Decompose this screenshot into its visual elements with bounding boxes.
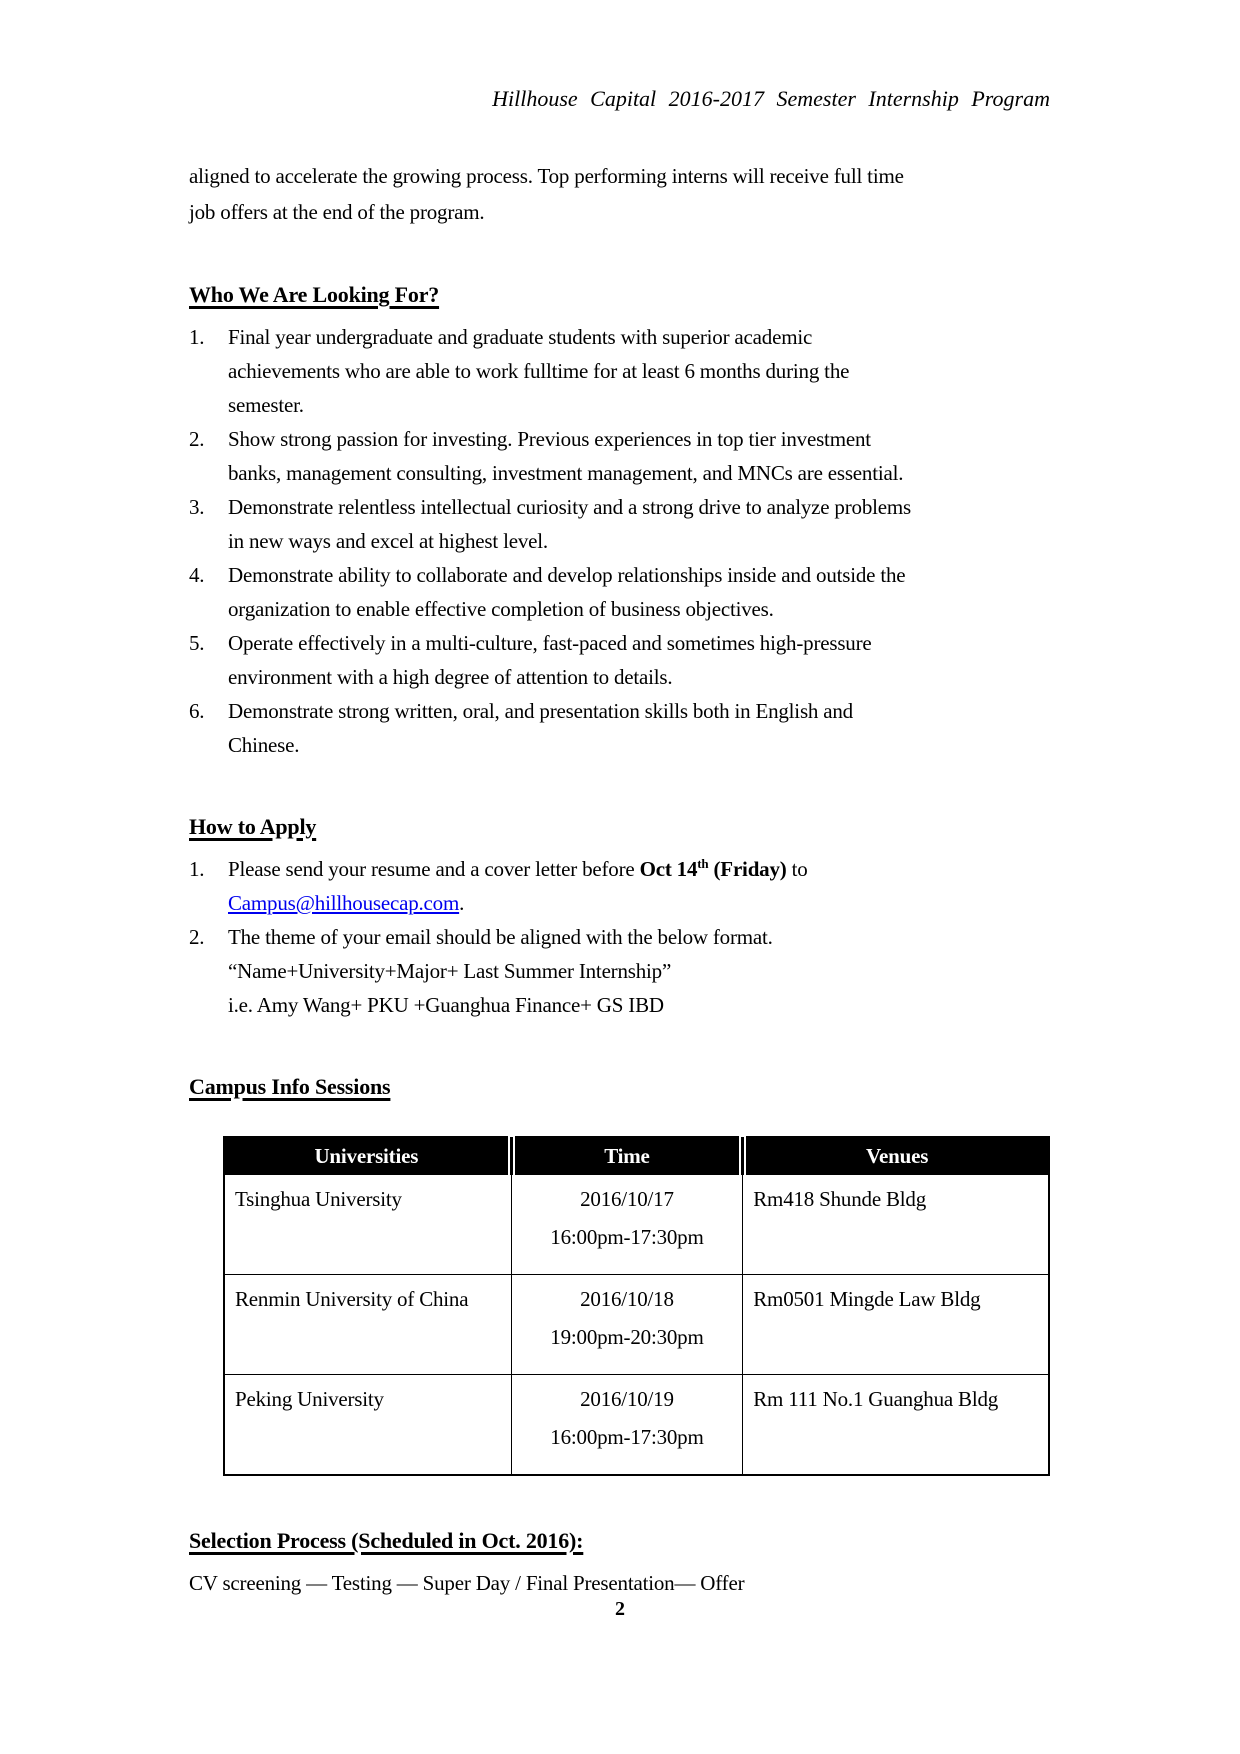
email-link[interactable]: Campus@hillhousecap.com <box>228 891 460 915</box>
list-item-line: “Name+University+Major+ Last Summer Internship” <box>228 959 672 983</box>
cell-time <box>511 1375 743 1476</box>
cell-time-range: 16:00pm-17:30pm <box>550 1225 704 1249</box>
apply-item-2 <box>189 920 1050 1022</box>
cell-time-range: 19:00pm-20:30pm <box>550 1325 704 1349</box>
cell-venue: Rm 111 No.1 Guanghua Bldg <box>743 1375 1049 1476</box>
list-item-line: Demonstrate relentless intellectual curiosity and a strong drive to analyze problems <box>228 495 911 519</box>
list-item-line: Final year undergraduate and graduate students with superior academic <box>228 325 813 349</box>
list-item-line: environment with a high degree of attention to details. <box>228 665 673 689</box>
page-content <box>189 84 1050 1600</box>
list-item-line: Demonstrate ability to collaborate and develop relationships inside and outside the <box>228 563 906 587</box>
list-item-line: achievements who are able to work fulltime for at least 6 months during the <box>228 359 850 383</box>
intro-line: job offers at the end of the program. <box>189 200 485 224</box>
cell-date: 2016/10/17 <box>580 1187 674 1211</box>
list-item-number: 3. <box>189 495 205 519</box>
list-item <box>189 694 1050 762</box>
list-item-number: 1. <box>189 857 205 881</box>
bold-deadline: Oct 14th (Friday) <box>639 856 787 881</box>
list-item <box>189 320 1050 422</box>
page-number: 2 <box>615 1598 625 1620</box>
cell-date: 2016/10/19 <box>580 1387 674 1411</box>
list-item-line: Operate effectively in a multi-culture, fast-paced and sometimes high-pressure <box>228 631 872 655</box>
list-item-line: in new ways and excel at highest level. <box>228 529 548 553</box>
cell-venue: Rm418 Shunde Bldg <box>743 1175 1049 1275</box>
list-item <box>189 626 1050 694</box>
apply-item-1 <box>189 852 1050 920</box>
cell-university: Peking University <box>224 1375 511 1476</box>
cell-venue: Rm0501 Mingde Law Bldg <box>743 1275 1049 1375</box>
column-header-venues: Venues <box>743 1137 1049 1175</box>
apply-deadline-line <box>228 852 1050 886</box>
selection-process-text: CV screening — Testing — Super Day / Final Presentation— Offer <box>189 1571 745 1595</box>
table-header-row <box>224 1137 1049 1175</box>
table-row <box>224 1275 1049 1375</box>
table-row <box>224 1175 1049 1275</box>
list-item-line: semester. <box>228 393 304 417</box>
list-item-number: 6. <box>189 699 205 723</box>
apply-email-line <box>228 886 1050 920</box>
campus-section-heading: Campus Info Sessions <box>189 1074 391 1099</box>
list-item-line: Chinese. <box>228 733 300 757</box>
selection-section-heading: Selection Process (Scheduled in Oct. 2016): <box>189 1528 584 1553</box>
list-item-line: Demonstrate strong written, oral, and presentation skills both in English and <box>228 699 853 723</box>
list-item <box>189 490 1050 558</box>
cell-date: 2016/10/18 <box>580 1287 674 1311</box>
list-item-line: i.e. Amy Wang+ PKU +Guanghua Finance+ GS IBD <box>228 993 664 1017</box>
list-item <box>189 558 1050 626</box>
list-item-line: banks, management consulting, investment management, and MNCs are essential. <box>228 461 904 485</box>
column-header-universities: Universities <box>224 1137 511 1175</box>
list-item-line: Show strong passion for investing. Previous experiences in top tier investment <box>228 427 871 451</box>
email-period: . <box>459 891 465 915</box>
cell-time <box>511 1175 743 1275</box>
who-list <box>189 320 1050 762</box>
cell-time-range: 16:00pm-17:30pm <box>550 1425 704 1449</box>
list-item-number: 4. <box>189 563 205 587</box>
list-item-number: 2. <box>189 925 205 949</box>
cell-university: Tsinghua University <box>224 1175 511 1275</box>
cell-time <box>511 1275 743 1375</box>
deadline-superscript: th <box>697 856 709 871</box>
apply-section-heading: How to Apply <box>189 814 317 839</box>
cell-university: Renmin University of China <box>224 1275 511 1375</box>
intro-line: aligned to accelerate the growing process. Top performing interns will receive full time <box>189 164 904 188</box>
table-row <box>224 1375 1049 1476</box>
info-sessions-table <box>223 1136 1050 1476</box>
apply-text-before: Please send your resume and a cover letter before <box>228 857 640 881</box>
intro-paragraph <box>189 158 1050 230</box>
list-item-number: 2. <box>189 427 205 451</box>
list-item <box>189 422 1050 490</box>
list-item-number: 5. <box>189 631 205 655</box>
doc-header-title: Hillhouse Capital 2016-2017 Semester Internship Program <box>492 86 1050 111</box>
apply-list <box>189 852 1050 1022</box>
who-section-heading: Who We Are Looking For? <box>189 282 440 307</box>
list-item-line: The theme of your email should be aligned with the below format. <box>228 925 773 949</box>
column-header-time: Time <box>511 1137 743 1175</box>
list-item-number: 1. <box>189 325 205 349</box>
list-item-line: organization to enable effective completion of business objectives. <box>228 597 774 621</box>
apply-text-after: to <box>786 857 808 881</box>
